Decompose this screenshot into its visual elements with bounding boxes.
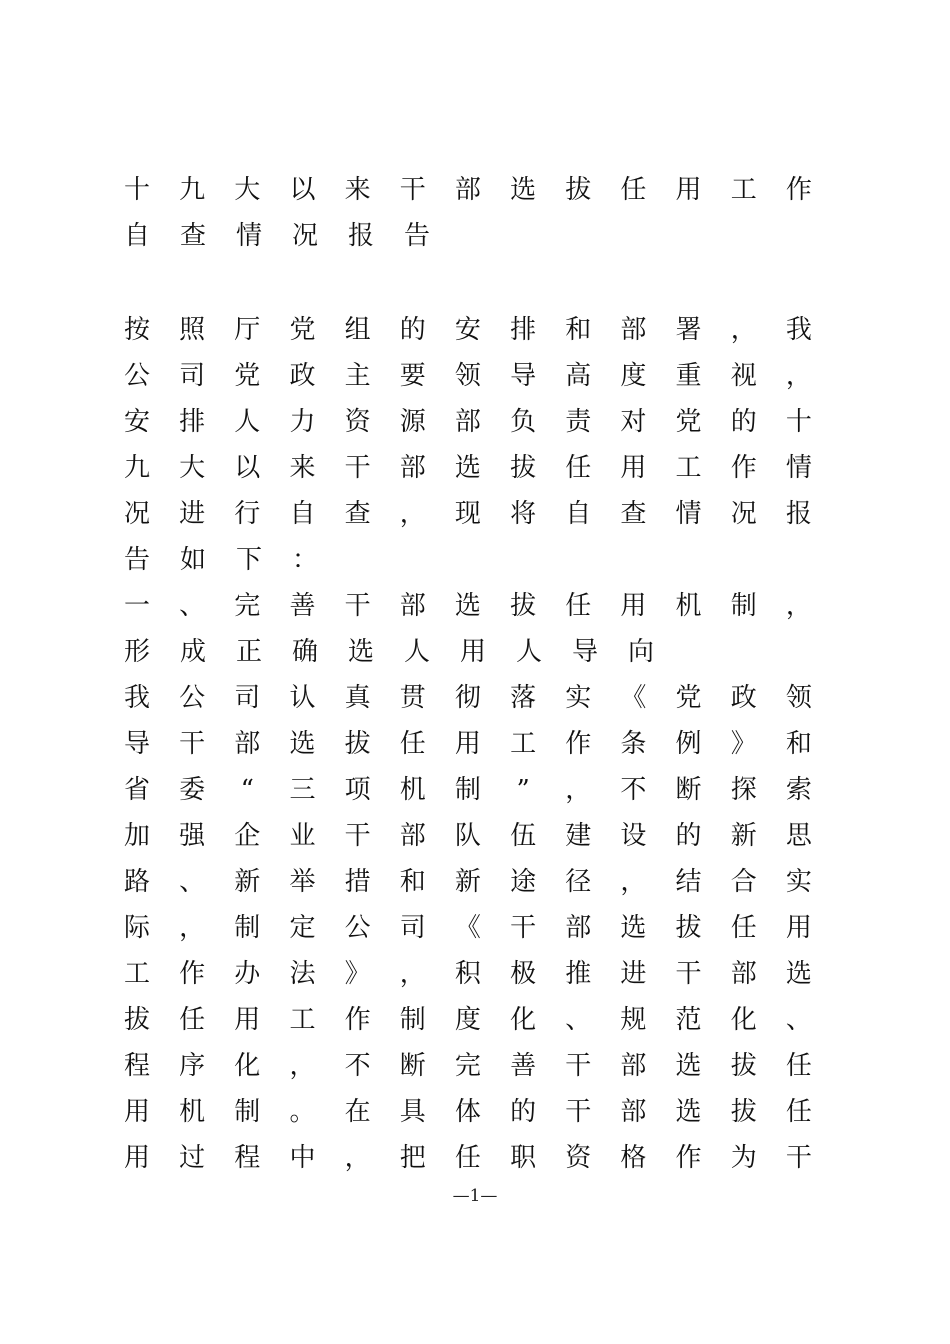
title-line: 自 查 情 况 报 告 [123, 221, 430, 251]
body-line: 一 、 完 善 干 部 选 拔 任 用 机 制 ， [123, 591, 812, 621]
body-line: 用 过 程 中 ， 把 任 职 资 格 作 为 干 [123, 1143, 812, 1173]
body-line: 工 作 办 法 》 ， 积 极 推 进 干 部 选 [123, 959, 812, 989]
body-line: 我 公 司 认 真 贯 彻 落 实 《 党 政 领 [123, 683, 812, 713]
body-line: 路 、 新 举 措 和 新 途 径 ， 结 合 实 [123, 867, 812, 897]
body-line: 公 司 党 政 主 要 领 导 高 度 重 视 ， [123, 361, 812, 391]
title-line: 十 九 大 以 来 干 部 选 拔 任 用 工 作 [123, 175, 812, 205]
report-body [123, 307, 813, 1181]
body-line: 用 机 制 。 在 具 体 的 干 部 选 拔 任 [123, 1097, 812, 1127]
body-line: 按 照 厅 党 组 的 安 排 和 部 署 ， 我 [123, 315, 812, 345]
page-number: —1— [452, 1186, 498, 1206]
body-line: 形 成 正 确 选 人 用 人 导 向 [123, 637, 654, 667]
body-line: 九 大 以 来 干 部 选 拔 任 用 工 作 情 [123, 453, 812, 483]
body-line: 告 如 下 ： [123, 545, 318, 575]
body-line: 拔 任 用 工 作 制 度 化 、 规 范 化 、 [123, 1005, 812, 1035]
body-line: 导 干 部 选 拔 任 用 工 作 条 例 》 和 [123, 729, 812, 759]
body-line: 际 ， 制 定 公 司 《 干 部 选 拔 任 用 [123, 913, 812, 943]
body-line: 程 序 化 ， 不 断 完 善 干 部 选 拔 任 [123, 1051, 812, 1081]
body-line: 省 委 “ 三 项 机 制 ” ， 不 断 探 索 [123, 775, 812, 805]
body-line: 安 排 人 力 资 源 部 负 责 对 党 的 十 [123, 407, 812, 437]
body-line: 况 进 行 自 查 ， 现 将 自 查 情 况 报 [123, 499, 812, 529]
body-line: 加 强 企 业 干 部 队 伍 建 设 的 新 思 [123, 821, 812, 851]
report-title [123, 167, 813, 259]
